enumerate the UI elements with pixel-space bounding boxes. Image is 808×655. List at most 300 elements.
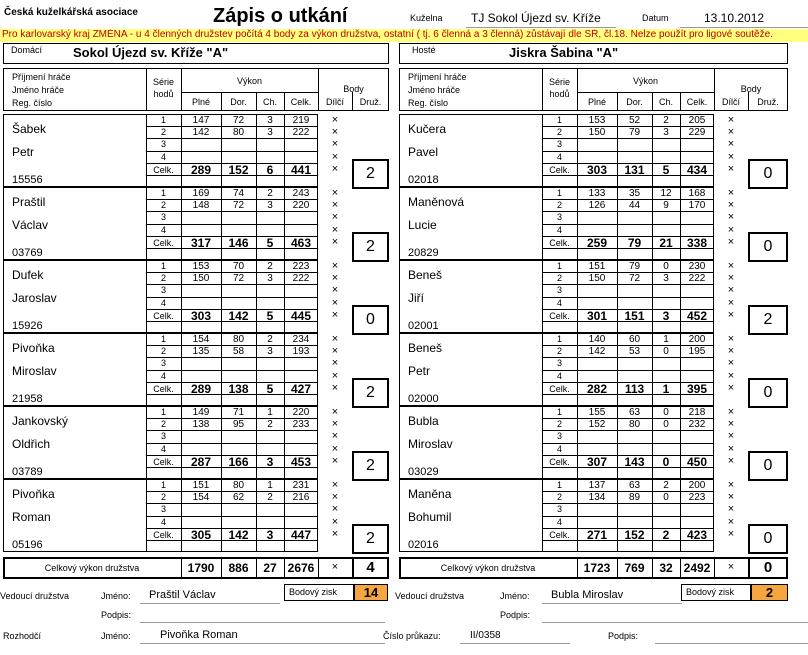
- series-value: 72: [232, 200, 245, 212]
- player-team-points: 2: [352, 451, 389, 481]
- series-number: 1: [160, 115, 166, 125]
- guest-signature-label: Podpis:: [500, 610, 531, 620]
- partial-point-mark: ×: [727, 503, 735, 516]
- series-value: 135: [192, 346, 210, 358]
- team-total-points: 4: [366, 559, 375, 576]
- series-number: 4: [556, 443, 562, 454]
- partial-point-mark: ×: [727, 150, 735, 163]
- series-value: 218: [688, 407, 706, 418]
- player-team-points: 2: [352, 378, 389, 408]
- team-partial-mark: ×: [727, 561, 735, 573]
- partial-point-mark: ×: [331, 126, 339, 139]
- player-total-value: 289: [190, 162, 212, 177]
- throws-header: hodů: [153, 89, 174, 99]
- player-firstname: Petr: [12, 145, 35, 159]
- series-value: 0: [663, 346, 669, 358]
- player-reg-number: 15926: [12, 320, 43, 332]
- player-reg-number: 02000: [408, 393, 439, 405]
- series-number: 4: [160, 516, 166, 527]
- player-reg-number: 02016: [408, 539, 439, 551]
- series-number: 1: [160, 334, 166, 344]
- player-team-points: 0: [352, 305, 389, 335]
- team-total-value: 32: [659, 561, 673, 575]
- series-total-label: Celk.: [549, 456, 570, 467]
- player-total-value: 3: [266, 454, 274, 469]
- reg-header: Reg. číslo: [408, 98, 449, 108]
- player-total-value: 5: [266, 381, 274, 396]
- partial-point-mark: ×: [331, 187, 339, 199]
- player-firstname: Václav: [12, 218, 49, 232]
- partial-point-mark: ×: [331, 479, 339, 491]
- series-number: 4: [160, 151, 166, 162]
- series-number: 4: [160, 224, 166, 235]
- series-value: 154: [192, 334, 210, 345]
- player-surname: Jankovský: [12, 414, 69, 428]
- partial-point-mark: ×: [331, 491, 339, 504]
- series-value: 200: [688, 480, 706, 491]
- guest-points-gain-label: Bodový zisk: [686, 587, 735, 597]
- series-value: 243: [292, 188, 310, 199]
- player-total-value: 307: [586, 454, 608, 469]
- partial-point-mark: ×: [331, 260, 339, 272]
- guest-points-gain-label-box: [681, 584, 751, 601]
- series-number: 4: [556, 516, 562, 527]
- partial-point-mark: ×: [331, 150, 339, 163]
- series-value: 52: [628, 115, 641, 126]
- clear-header: Dor.: [626, 97, 643, 107]
- player-total-value: 450: [686, 454, 708, 469]
- firstname-header: Jméno hráče: [12, 85, 65, 95]
- partial-point-mark: ×: [331, 223, 339, 236]
- reg-header: Reg. číslo: [12, 98, 53, 108]
- series-value: 222: [688, 273, 706, 285]
- player-total-value: 5: [266, 308, 274, 323]
- series-total-label: Celk.: [153, 237, 174, 248]
- player-team-points: 0: [748, 232, 788, 262]
- guest-captain-name: Bubla Miroslav: [551, 589, 624, 601]
- series-total-label: Celk.: [549, 237, 570, 248]
- series-number: 4: [160, 297, 166, 308]
- series-number: 2: [160, 346, 166, 357]
- player-total-value: 166: [228, 454, 249, 469]
- player-reg-number: 03029: [408, 466, 439, 478]
- series-number: 3: [160, 358, 166, 369]
- series-value: 1: [267, 480, 273, 491]
- player-total-value: 287: [190, 454, 212, 469]
- partial-point-mark: ×: [727, 454, 735, 467]
- series-value: 79: [628, 261, 641, 272]
- series-number: 2: [160, 419, 166, 430]
- player-firstname: Lucie: [408, 218, 437, 232]
- series-number: 4: [556, 370, 562, 381]
- series-total-label: Celk.: [549, 383, 570, 394]
- series-value: 200: [688, 334, 706, 345]
- player-surname: Maněna: [408, 487, 452, 501]
- series-number: 2: [556, 492, 562, 503]
- guest-team-name-box: [399, 43, 788, 64]
- player-total-value: 131: [624, 162, 645, 177]
- series-value: 2: [267, 334, 273, 345]
- partial-point-mark: ×: [331, 442, 339, 455]
- total-header: Celk.: [686, 97, 708, 107]
- series-value: 63: [628, 407, 641, 418]
- series-value: 1: [663, 334, 669, 345]
- partial-point-mark: ×: [727, 260, 735, 272]
- series-number: 3: [556, 285, 562, 296]
- partial-point-mark: ×: [727, 223, 735, 236]
- player-team-points: 0: [748, 451, 788, 481]
- partial-point-mark: ×: [331, 235, 339, 248]
- player-total-value: 452: [686, 308, 708, 323]
- player-firstname: Miroslav: [12, 364, 57, 378]
- partial-point-mark: ×: [331, 333, 339, 345]
- home-captain-name: Praštil Václav: [149, 589, 216, 601]
- player-surname: Beneš: [408, 268, 443, 282]
- player-surname: Kučera: [408, 122, 447, 136]
- surname-header: Příjmení hráče: [408, 72, 467, 82]
- series-value: 152: [588, 419, 606, 431]
- series-number: 2: [160, 200, 166, 211]
- series-value: 149: [192, 407, 210, 418]
- series-value: 223: [292, 261, 310, 272]
- player-total-value: 3: [266, 527, 274, 542]
- series-value: 72: [232, 115, 245, 126]
- series-number: 1: [556, 334, 562, 344]
- player-total-value: 152: [624, 527, 645, 542]
- player-total-value: 6: [266, 162, 274, 177]
- home-signature-label: Podpis:: [101, 610, 132, 620]
- player-total-value: 5: [662, 162, 670, 177]
- partial-point-mark: ×: [331, 284, 339, 297]
- series-number: 3: [556, 431, 562, 442]
- player-total-value: 21: [659, 235, 673, 250]
- series-value: 3: [267, 127, 273, 139]
- home-points-gain-label: Bodový zisk: [289, 587, 338, 597]
- player-firstname: Jaroslav: [12, 291, 57, 305]
- partial-point-mark: ×: [727, 406, 735, 418]
- partial-point-mark: ×: [331, 381, 339, 394]
- series-total-label: Celk.: [153, 164, 174, 175]
- series-value: 71: [232, 407, 245, 418]
- series-value: 53: [628, 346, 641, 358]
- partial-point-mark: ×: [727, 491, 735, 504]
- partial-point-mark: ×: [727, 527, 735, 540]
- partial-point-mark: ×: [727, 199, 735, 212]
- series-value: 72: [628, 273, 641, 285]
- player-reg-number: 02018: [408, 174, 439, 186]
- player-reg-number: 20829: [408, 247, 439, 259]
- series-value: 3: [267, 273, 273, 285]
- referee-name: Pivoňka Roman: [160, 629, 238, 641]
- series-value: 72: [232, 273, 245, 285]
- date-value: 13.10.2012: [704, 11, 765, 25]
- series-total-label: Celk.: [549, 164, 570, 175]
- home-captain-name-label: Jméno:: [101, 591, 131, 601]
- partial-point-mark: ×: [331, 345, 339, 358]
- series-number: 1: [160, 407, 166, 417]
- partial-point-mark: ×: [727, 187, 735, 199]
- series-number: 4: [160, 443, 166, 454]
- series-number: 1: [160, 480, 166, 490]
- series-value: 138: [192, 419, 210, 431]
- series-value: 2: [663, 480, 669, 491]
- partial-point-mark: ×: [727, 114, 735, 126]
- team-total-label: Celkový výkon družstva: [440, 563, 536, 573]
- player-total-value: 138: [228, 381, 249, 396]
- player-total-value: 259: [586, 235, 608, 250]
- team-total-label: Celkový výkon družstva: [44, 563, 140, 573]
- partial-point-mark: ×: [727, 138, 735, 151]
- series-number: 1: [556, 407, 562, 417]
- partial-point-mark: ×: [331, 114, 339, 126]
- series-number: 4: [556, 297, 562, 308]
- series-value: 44: [628, 200, 641, 212]
- partial-header: Dílčí: [326, 97, 344, 107]
- partial-point-mark: ×: [727, 357, 735, 370]
- player-surname: Dufek: [12, 268, 44, 282]
- series-value: 233: [292, 419, 310, 431]
- date-label: Datum: [642, 13, 669, 23]
- points-header: Body: [343, 84, 364, 94]
- series-number: 3: [556, 139, 562, 150]
- series-number: 2: [160, 492, 166, 503]
- player-team-points: 2: [352, 524, 389, 554]
- series-value: 219: [292, 115, 310, 126]
- player-surname: Pivoňka: [12, 341, 55, 355]
- player-total-value: 151: [624, 308, 645, 323]
- home-captain-label: Vedoucí družstva: [0, 591, 70, 601]
- venue-label: Kuželna: [410, 13, 443, 23]
- throws-header: hodů: [549, 89, 570, 99]
- series-value: 80: [232, 334, 245, 345]
- series-value: 153: [192, 261, 210, 272]
- series-value: 62: [232, 492, 245, 504]
- partial-point-mark: ×: [727, 235, 735, 248]
- total-header: Celk.: [290, 97, 312, 107]
- series-total-label: Celk.: [153, 456, 174, 467]
- points-header: Body: [740, 84, 762, 94]
- player-reg-number: 03789: [12, 466, 43, 478]
- player-team-points: 0: [748, 378, 788, 408]
- series-value: 2: [663, 115, 669, 126]
- venue-value: TJ Sokol Újezd sv. Kříže: [471, 11, 601, 25]
- series-value: 3: [663, 273, 669, 285]
- player-firstname: Roman: [12, 510, 51, 524]
- series-number: 1: [556, 261, 562, 271]
- series-value: 3: [663, 127, 669, 139]
- series-value: 12: [660, 188, 672, 199]
- team-partial-mark: ×: [331, 561, 339, 573]
- series-value: 155: [588, 407, 606, 418]
- series-value: 80: [232, 480, 245, 491]
- series-value: 79: [628, 127, 641, 139]
- series-number: 2: [160, 127, 166, 138]
- partial-point-mark: ×: [331, 138, 339, 151]
- partial-point-mark: ×: [331, 418, 339, 431]
- series-number: 3: [556, 212, 562, 223]
- series-number: 4: [160, 370, 166, 381]
- team-total-value: 2492: [683, 561, 711, 575]
- player-reg-number: 05196: [12, 539, 43, 551]
- home-team-sheet: [3, 0, 389, 655]
- player-total-value: 317: [190, 235, 212, 250]
- partial-point-mark: ×: [727, 211, 735, 224]
- misses-header: Ch.: [262, 97, 277, 107]
- performance-header: Výkon: [632, 76, 658, 86]
- partial-point-mark: ×: [727, 515, 735, 528]
- series-value: 35: [628, 188, 641, 199]
- series-value: 63: [628, 480, 641, 491]
- team-total-value: 769: [624, 561, 645, 575]
- player-total-value: 445: [290, 308, 312, 323]
- player-total-value: 453: [290, 454, 312, 469]
- partial-point-mark: ×: [727, 162, 735, 175]
- player-reg-number: 03769: [12, 247, 43, 259]
- series-value: 169: [192, 188, 210, 199]
- player-total-value: 338: [686, 235, 708, 250]
- partial-point-mark: ×: [727, 308, 735, 321]
- series-total-label: Celk.: [549, 310, 570, 321]
- series-value: 137: [588, 480, 606, 491]
- player-team-points: 0: [748, 159, 788, 189]
- partial-header: Dílčí: [722, 97, 740, 107]
- series-value: 150: [588, 127, 606, 139]
- series-value: 126: [588, 200, 606, 212]
- series-value: 234: [292, 334, 310, 345]
- referee-label: Rozhodčí: [3, 631, 42, 641]
- series-value: 0: [663, 492, 669, 504]
- partial-point-mark: ×: [331, 527, 339, 540]
- series-number: 2: [556, 127, 562, 138]
- series-number: 1: [556, 188, 562, 198]
- referee-name-label: Jméno:: [101, 631, 131, 641]
- series-header: Série: [152, 77, 174, 87]
- series-value: 0: [663, 261, 669, 272]
- home-points-gain: 14: [354, 584, 388, 601]
- series-number: 2: [556, 346, 562, 357]
- series-value: 140: [588, 334, 606, 345]
- guest-points-gain: 2: [751, 584, 788, 601]
- partial-point-mark: ×: [331, 515, 339, 528]
- guest-captain-name-label: Jméno:: [500, 591, 530, 601]
- team-points-header: Druž.: [757, 97, 779, 107]
- series-number: 1: [556, 480, 562, 490]
- series-total-label: Celk.: [153, 529, 174, 540]
- home-team-name: Sokol Újezd sv. Kříže "A": [73, 45, 229, 60]
- home-points-gain-label-box: [284, 584, 354, 601]
- series-value: 150: [588, 273, 606, 285]
- player-total-value: 441: [290, 162, 312, 177]
- player-surname: Bubla: [408, 414, 439, 428]
- series-number: 2: [556, 419, 562, 430]
- series-number: 2: [556, 200, 562, 211]
- partial-point-mark: ×: [331, 272, 339, 285]
- card-number-label: Číslo průkazu:: [383, 631, 441, 641]
- series-value: 133: [588, 188, 606, 199]
- series-value: 151: [588, 261, 606, 272]
- series-value: 170: [688, 200, 706, 212]
- player-total-value: 447: [290, 527, 312, 542]
- series-value: 3: [267, 115, 273, 126]
- player-team-points: 2: [352, 232, 389, 262]
- player-total-value: 305: [190, 527, 212, 542]
- player-surname: Beneš: [408, 341, 443, 355]
- player-total-value: 303: [586, 162, 608, 177]
- player-firstname: Miroslav: [408, 437, 453, 451]
- misses-header: Ch.: [658, 97, 673, 107]
- series-number: 3: [160, 139, 166, 150]
- partial-point-mark: ×: [727, 381, 735, 394]
- series-value: 147: [192, 115, 210, 126]
- player-reg-number: 02001: [408, 320, 439, 332]
- player-team-points: 2: [748, 305, 788, 335]
- partial-point-mark: ×: [331, 406, 339, 418]
- series-value: 60: [628, 334, 641, 345]
- partial-point-mark: ×: [727, 369, 735, 382]
- partial-point-mark: ×: [331, 430, 339, 443]
- player-total-value: 395: [686, 381, 708, 396]
- player-total-value: 301: [586, 308, 608, 323]
- player-total-value: 0: [662, 454, 670, 469]
- series-value: 134: [588, 492, 606, 504]
- series-value: 58: [232, 346, 245, 358]
- series-total-label: Celk.: [153, 310, 174, 321]
- series-number: 4: [556, 151, 562, 162]
- partial-point-mark: ×: [331, 308, 339, 321]
- player-total-value: 152: [228, 162, 249, 177]
- series-number: 1: [160, 188, 166, 198]
- series-value: 3: [267, 346, 273, 358]
- team-total-value: 2676: [287, 561, 315, 575]
- player-total-value: 5: [266, 235, 274, 250]
- team-total-value: 27: [263, 561, 277, 575]
- series-value: 220: [292, 407, 310, 418]
- full-header: Plné: [191, 97, 210, 107]
- page-title: Zápis o utkání: [213, 5, 348, 27]
- series-number: 1: [160, 261, 166, 271]
- player-total-value: 282: [586, 381, 608, 396]
- referee-signature-label: Podpis:: [608, 631, 639, 641]
- series-value: 74: [232, 188, 245, 199]
- partial-point-mark: ×: [331, 369, 339, 382]
- series-number: 3: [160, 285, 166, 296]
- partial-point-mark: ×: [331, 162, 339, 175]
- series-value: 2: [267, 492, 273, 504]
- series-value: 80: [232, 127, 245, 139]
- series-value: 148: [192, 200, 210, 212]
- series-value: 205: [688, 115, 706, 126]
- series-value: 142: [192, 127, 210, 139]
- card-number: II/0358: [470, 630, 501, 641]
- player-firstname: Jiří: [408, 291, 424, 305]
- player-firstname: Oldřich: [12, 437, 51, 451]
- series-total-label: Celk.: [549, 529, 570, 540]
- series-value: 153: [588, 115, 606, 126]
- series-value: 232: [688, 419, 706, 431]
- clear-header: Dor.: [230, 97, 247, 107]
- series-total-label: Celk.: [153, 383, 174, 394]
- series-value: 2: [267, 188, 273, 199]
- guest-team-sheet: [399, 0, 788, 655]
- partial-point-mark: ×: [727, 418, 735, 431]
- partial-point-mark: ×: [727, 126, 735, 139]
- player-surname: Praštil: [12, 195, 46, 209]
- player-total-value: 113: [624, 381, 645, 396]
- team-total-value: 886: [228, 561, 249, 575]
- series-value: 216: [292, 492, 310, 504]
- player-reg-number: 21958: [12, 393, 43, 405]
- guest-team-name: Jiskra Šabina "A": [509, 45, 619, 60]
